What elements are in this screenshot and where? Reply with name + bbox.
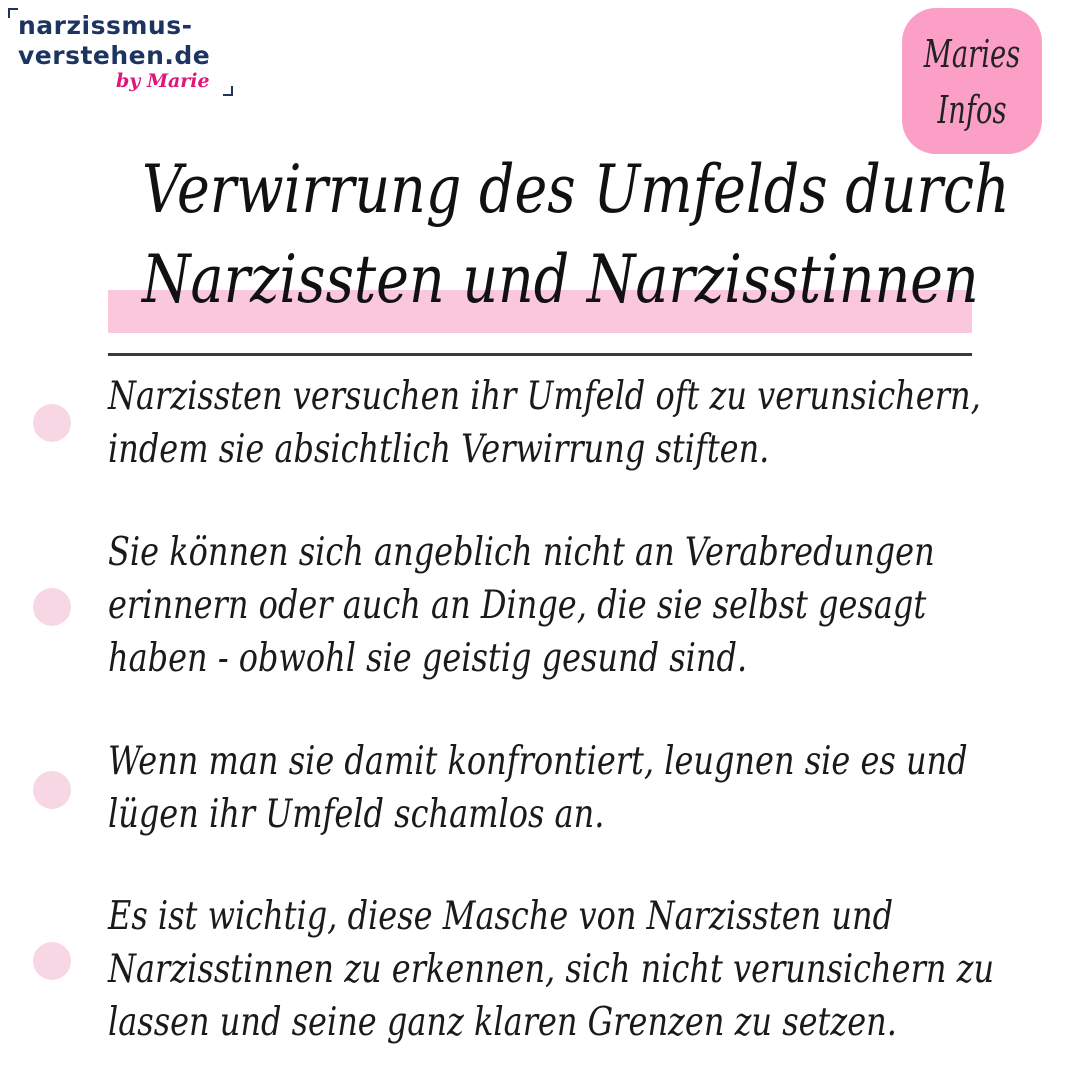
badge-line1: Maries	[923, 32, 1021, 76]
point-paragraph-4	[108, 890, 994, 1049]
title-line1: Verwirrung des Umfelds durch	[142, 151, 1010, 228]
bullet-dot	[33, 404, 71, 442]
point-line: indem sie absichtlich Verwirrung stiften.	[108, 427, 770, 472]
logo-corner-top-left	[8, 8, 18, 18]
point-line: Wenn man sie damit konfrontiert, leugnen sie es und	[108, 739, 968, 784]
title-divider	[108, 353, 972, 356]
logo-corner-bottom-right	[223, 86, 233, 96]
logo-text-line1: narzissmus-	[18, 11, 193, 40]
bullet-dot	[33, 942, 71, 980]
maries-infos-badge	[902, 8, 1042, 154]
bullet-dot	[33, 588, 71, 626]
logo-text-line2: verstehen.de	[18, 41, 211, 70]
point-line: Narzisstinnen zu erkennen, sich nicht verunsichern zu	[108, 947, 995, 992]
point-paragraph-2	[108, 526, 935, 685]
point-line: haben - obwohl sie geistig gesund sind.	[108, 636, 748, 681]
point-line: erinnern oder auch an Dinge, die sie selbst gesagt	[108, 583, 927, 628]
title-line2: Narzissten und Narzisstinnen	[142, 241, 979, 318]
point-line: Es ist wichtig, diese Masche von Narzissten und	[108, 894, 894, 939]
badge-line2: Infos	[937, 88, 1007, 132]
point-paragraph-3	[108, 735, 968, 841]
bullet-dot	[33, 771, 71, 809]
point-paragraph-1	[108, 370, 981, 476]
point-line: Narzissten versuchen ihr Umfeld oft zu verunsichern,	[108, 374, 981, 419]
point-line: lügen ihr Umfeld schamlos an.	[108, 792, 605, 837]
point-line: Sie können sich angeblich nicht an Verabredungen	[108, 530, 935, 575]
logo-byline: by Marie	[116, 70, 210, 92]
point-line: lassen und seine ganz klaren Grenzen zu setzen.	[108, 1000, 897, 1045]
site-logo[interactable]	[8, 6, 233, 98]
